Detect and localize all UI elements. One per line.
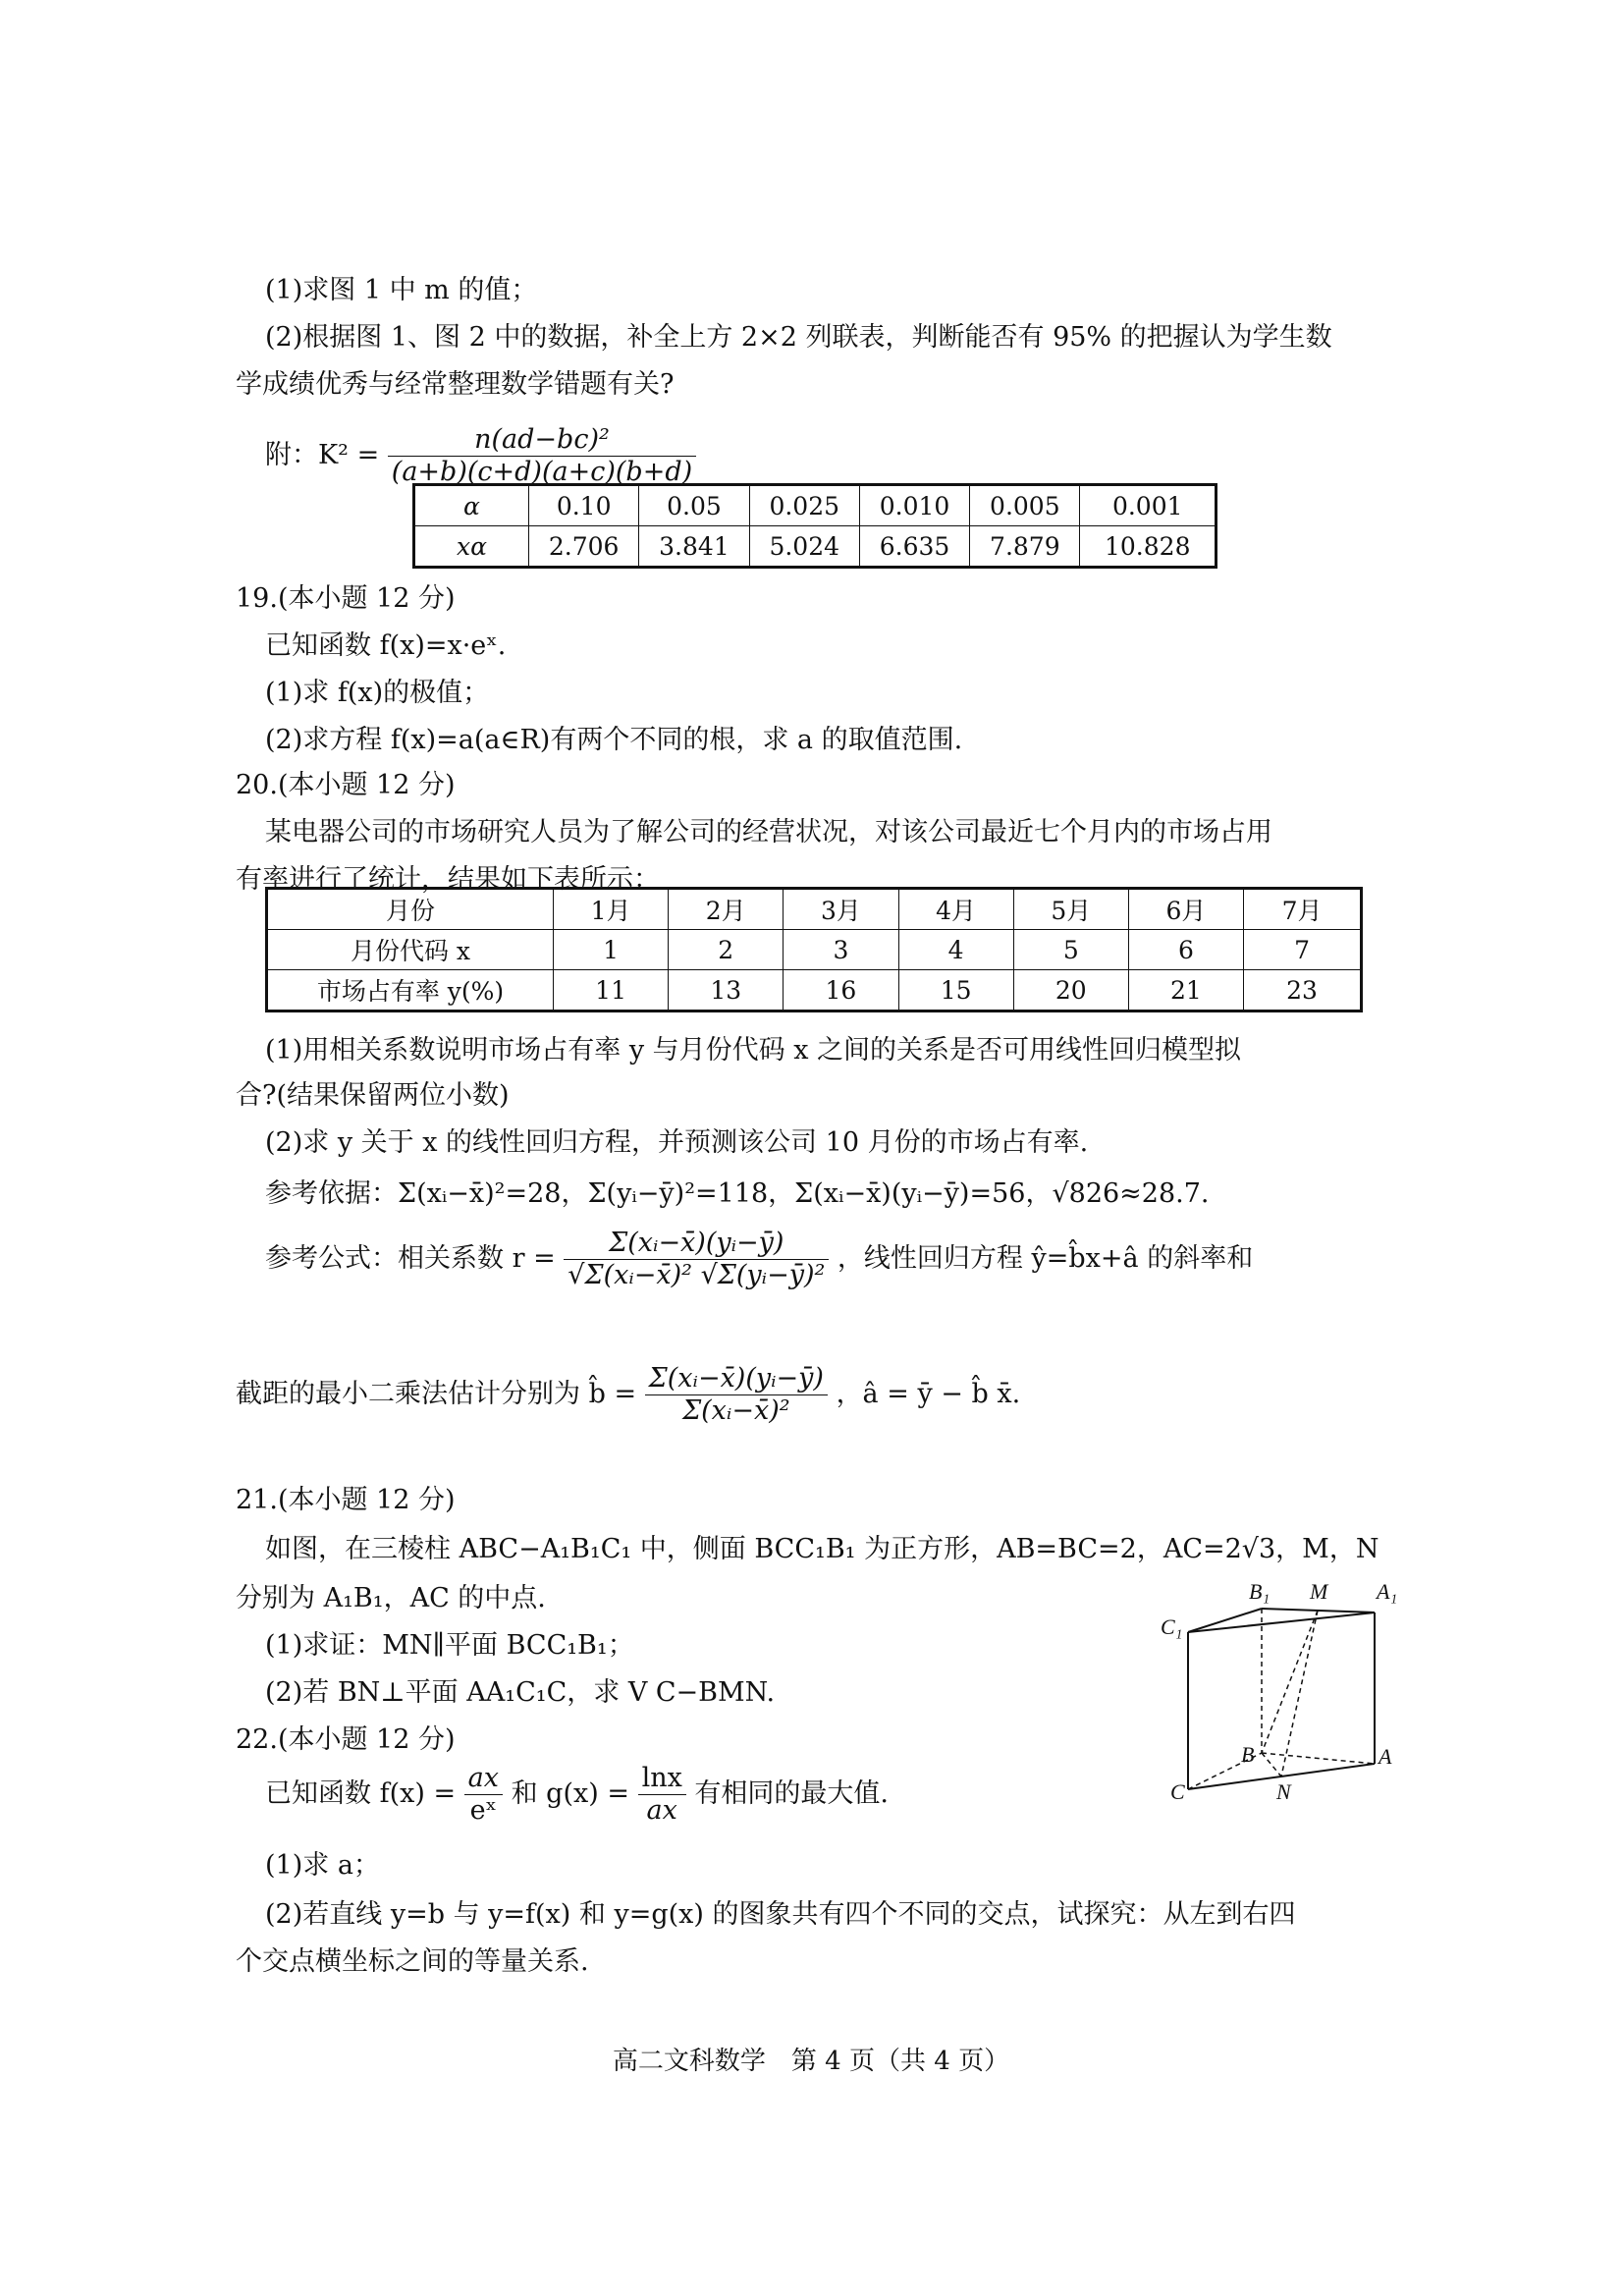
r-fraction (564, 1228, 829, 1291)
label-m: M (1310, 1579, 1328, 1604)
q22-part1: (1)求 a； (265, 1850, 380, 1881)
x-alpha-cell: 3.841 (639, 526, 749, 568)
q20-part2: (2)求 y 关于 x 的线性回归方程，并预测该公司 10 月份的市场占有率. (265, 1127, 1089, 1158)
y-cell: 11 (554, 970, 669, 1011)
header-cell: 2月 (669, 889, 784, 930)
header-cell: 5月 (1013, 889, 1128, 930)
label-c: C (1170, 1779, 1185, 1804)
q20-least-squares (236, 1363, 1020, 1427)
x-cell: 3 (784, 930, 898, 970)
x-cell: 5 (1013, 930, 1128, 970)
q20-part1-line2: 合?(结果保留两位小数) (236, 1080, 510, 1111)
x-cell: 1 (554, 930, 669, 970)
alpha-cell: 0.05 (639, 485, 749, 526)
q19-stem: 已知函数 f(x)=x·eˣ. (265, 630, 507, 661)
x-cell: 6 (1128, 930, 1243, 970)
k2-numerator: n(ad−bc)² (388, 424, 696, 457)
b-numerator: Σ(xᵢ−x̄)(yᵢ−ȳ) (645, 1363, 828, 1395)
r-numerator: Σ(xᵢ−x̄)(yᵢ−ȳ) (564, 1228, 829, 1260)
x-alpha-cell: 5.024 (749, 526, 859, 568)
q20-correlation-formula (265, 1228, 1253, 1291)
y-cell: 21 (1128, 970, 1243, 1011)
header-cell: 7月 (1244, 889, 1362, 930)
label-n: N (1276, 1779, 1291, 1804)
b-fraction (645, 1363, 828, 1427)
header-cell: 3月 (784, 889, 898, 930)
market-share-table (265, 887, 1363, 1012)
q21-heading: 21.(本小题 12 分) (236, 1485, 456, 1515)
y-cell: 16 (784, 970, 898, 1011)
q21-stem-line2: 分别为 A₁B₁，AC 的中点. (236, 1583, 546, 1613)
header-cell: 1月 (554, 889, 669, 930)
alpha-cell: 0.005 (970, 485, 1080, 526)
x-alpha-cell: 2.706 (529, 526, 639, 568)
k2-prefix: 附：K² = (265, 440, 380, 470)
f-numerator: ax (464, 1763, 503, 1795)
row-label-x: 月份代码 x (267, 930, 554, 970)
x-cell: 7 (1244, 930, 1362, 970)
segment-m-n (1281, 1611, 1318, 1777)
k2-formula (265, 424, 696, 488)
y-cell: 20 (1013, 970, 1128, 1011)
alpha-cell: 0.001 (1080, 485, 1216, 526)
q22-part2-line1: (2)若直线 y=b 与 y=f(x) 和 y=g(x) 的图象共有四个不同的交点，试探究：从左到右四 (265, 1899, 1296, 1930)
q22-stem (265, 1763, 889, 1827)
x-alpha-cell: 10.828 (1080, 526, 1216, 568)
edge-b-a (1262, 1753, 1375, 1764)
q22-stem-prefix: 已知函数 f(x) = (265, 1778, 457, 1809)
x-alpha-cell: 7.879 (970, 526, 1080, 568)
prism-figure (1159, 1571, 1404, 1807)
header-cell: 4月 (898, 889, 1013, 930)
q19-heading: 19.(本小题 12 分) (236, 583, 456, 614)
q18-part2-line2: 学成绩优秀与经常整理数学错题有关? (236, 369, 675, 400)
header-cell: 月份 (267, 889, 554, 930)
q22-stem-suffix: 有相同的最大值. (694, 1778, 890, 1809)
q21-stem-line1: 如图，在三棱柱 ABC−A₁B₁C₁ 中，侧面 BCC₁B₁ 为正方形，AB=BC=2，AC=2√3，M，N (265, 1534, 1379, 1564)
g-numerator: lnx (638, 1763, 686, 1795)
b-denominator: Σ(xᵢ−x̄)² (682, 1395, 790, 1426)
f-denominator: eˣ (469, 1795, 498, 1826)
q20-reference-basis: 参考依据：Σ(xᵢ−x̄)²=28，Σ(yᵢ−ȳ)²=118，Σ(xᵢ−x̄)(yᵢ−ȳ)=56，√826≈28.7. (265, 1178, 1210, 1209)
q20-heading: 20.(本小题 12 分) (236, 770, 456, 800)
g-fraction (638, 1763, 686, 1827)
q22-heading: 22.(本小题 12 分) (236, 1724, 456, 1755)
y-cell: 15 (898, 970, 1013, 1011)
q20-part1-line1: (1)用相关系数说明市场占有率 y 与月份代码 x 之间的关系是否可用线性回归模型拟 (265, 1035, 1242, 1066)
y-cell: 13 (669, 970, 784, 1011)
alpha-table (412, 483, 1217, 569)
q21-part2: (2)若 BN⊥平面 AA₁C₁C，求 V C−BMN. (265, 1677, 776, 1708)
alpha-head: α (414, 485, 529, 526)
x-alpha-head: xα (414, 526, 529, 568)
q20-stem-line2: 有率进行了统计，结果如下表所示： (236, 864, 660, 895)
ls-prefix: 截距的最小二乘法估计分别为 b̂ = (236, 1379, 637, 1409)
q21-part1: (1)求证：MN∥平面 BCC₁B₁； (265, 1630, 634, 1661)
alpha-cell: 0.10 (529, 485, 639, 526)
header-cell: 6月 (1128, 889, 1243, 930)
segment-m-b (1262, 1611, 1318, 1753)
alpha-cell: 0.010 (859, 485, 969, 526)
r-denominator: √Σ(xᵢ−x̄)² √Σ(yᵢ−ȳ)² (568, 1260, 826, 1290)
q19-part1: (1)求 f(x)的极值； (265, 678, 490, 708)
alpha-cell: 0.025 (749, 485, 859, 526)
q22-stem-mid: 和 g(x) = (511, 1778, 629, 1809)
x-cell: 4 (898, 930, 1013, 970)
label-a: A (1379, 1744, 1392, 1769)
label-b: B (1241, 1742, 1255, 1767)
edge-b1-a1 (1262, 1609, 1375, 1613)
y-cell: 23 (1244, 970, 1362, 1011)
f-fraction (464, 1763, 503, 1827)
q18-part2-line1: (2)根据图 1、图 2 中的数据，补全上方 2×2 列联表，判断能否有 95% 的把握认为学生数 (265, 322, 1332, 353)
x-alpha-cell: 6.635 (859, 526, 969, 568)
label-c1: C₁ (1161, 1614, 1183, 1639)
g-denominator: ax (646, 1795, 677, 1826)
x-cell: 2 (669, 930, 784, 970)
k2-fraction (388, 424, 696, 488)
segment-b-n (1262, 1753, 1281, 1777)
q19-part2: (2)求方程 f(x)=a(a∈R)有两个不同的根，求 a 的取值范围. (265, 725, 963, 755)
q18-part1: (1)求图 1 中 m 的值； (265, 275, 538, 305)
q22-part2-line2: 个交点横坐标之间的等量关系. (236, 1946, 589, 1977)
k2-denominator: (a+b)(c+d)(a+c)(b+d) (391, 457, 693, 487)
label-b1: B₁ (1249, 1579, 1271, 1604)
r-prefix: 参考公式：相关系数 r = (265, 1243, 556, 1274)
q20-stem-line1: 某电器公司的市场研究人员为了解公司的经营状况，对该公司最近七个月内的市场占用 (265, 817, 1272, 847)
row-label-y: 市场占有率 y(%) (267, 970, 554, 1011)
page-footer: 高二文科数学 第 4 页（共 4 页） (612, 2047, 1010, 2076)
label-a1: A₁ (1377, 1579, 1398, 1604)
ls-suffix: ，â = ȳ − b̂ x̄. (836, 1379, 1021, 1409)
r-suffix: ，线性回归方程 ŷ=b̂x+â 的斜率和 (837, 1243, 1254, 1274)
